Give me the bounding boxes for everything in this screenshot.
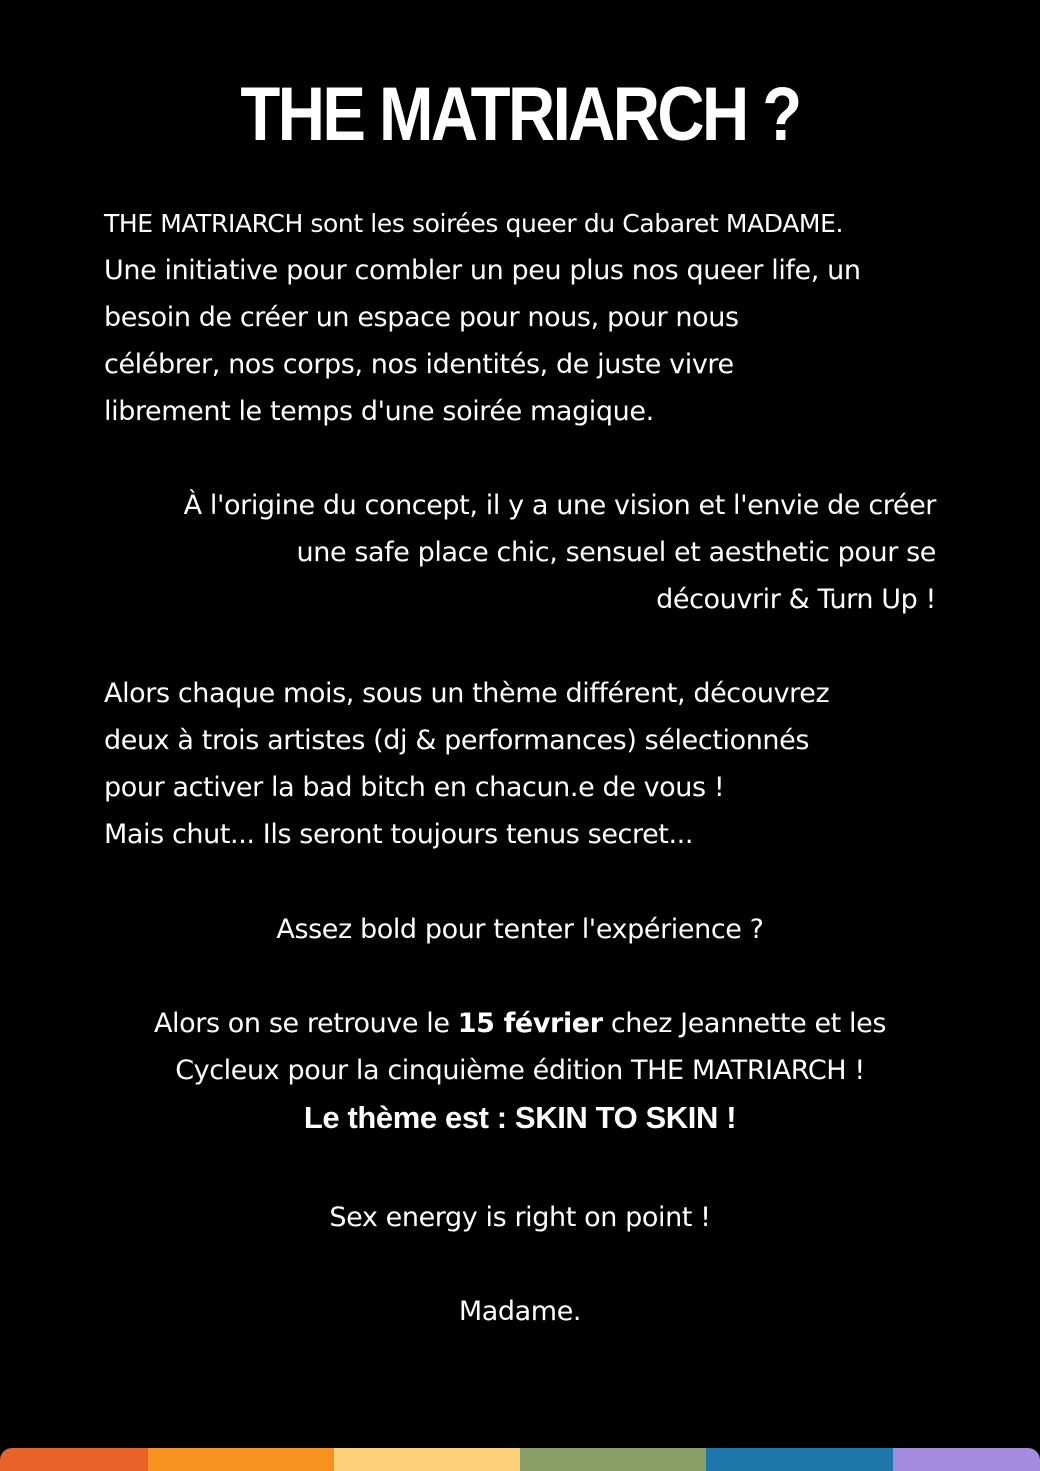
monthly-line: Mais chut... Ils seront toujours tenus secret...	[104, 819, 694, 850]
intro-line: célébrer, nos corps, nos identités, de juste vivre	[104, 349, 734, 380]
origin-paragraph	[100, 482, 936, 623]
stripe-segment	[334, 1448, 520, 1471]
signature-text: Madame.	[458, 1296, 582, 1327]
origin-line: découvrir & Turn Up !	[656, 584, 936, 615]
tagline-text: Sex energy is right on point !	[329, 1202, 711, 1233]
rainbow-stripe	[0, 1448, 1040, 1471]
monthly-paragraph	[104, 670, 944, 858]
stripe-segment	[520, 1448, 706, 1471]
event-line-1-after: chez Jeannette et les	[602, 1008, 887, 1039]
stripe-segment	[706, 1448, 893, 1471]
monthly-line: Alors chaque mois, sous un thème différent, découvrez	[104, 678, 830, 709]
event-line-2: Cycleux pour la cinquième édition THE MATRIARCH !	[175, 1055, 865, 1086]
intro-paragraph	[104, 200, 944, 435]
event-line-1-before: Alors on se retrouve le	[153, 1008, 458, 1039]
origin-line: À l'origine du concept, il y a une vision et l'envie de créer	[183, 490, 936, 521]
stripe-segment	[148, 1448, 334, 1471]
origin-line: une safe place chic, sensuel et aesthetic pour se	[296, 537, 936, 568]
intro-line: Une initiative pour combler un peu plus nos queer life, un	[104, 255, 861, 286]
stripe-segment	[893, 1448, 1040, 1471]
question-text: Assez bold pour tenter l'expérience ?	[276, 914, 764, 945]
monthly-line: deux à trois artistes (dj & performances) sélectionnés	[104, 725, 810, 756]
event-paragraph	[0, 1000, 1040, 1141]
intro-line: besoin de créer un espace pour nous, pour nous	[104, 302, 739, 333]
event-line-1	[0, 1000, 1040, 1047]
page-title: THE MATRIARCH ?	[240, 72, 800, 157]
event-date: 15 février	[457, 1008, 603, 1039]
intro-line: librement le temps d'une soirée magique.	[104, 396, 654, 427]
stripe-segment	[0, 1448, 148, 1471]
event-theme: Le thème est : SKIN TO SKIN !	[303, 1100, 737, 1135]
intro-line: THE MATRIARCH sont les soirées queer du Cabaret MADAME.	[104, 209, 844, 238]
monthly-line: pour activer la bad bitch en chacun.e de vous !	[104, 772, 725, 803]
